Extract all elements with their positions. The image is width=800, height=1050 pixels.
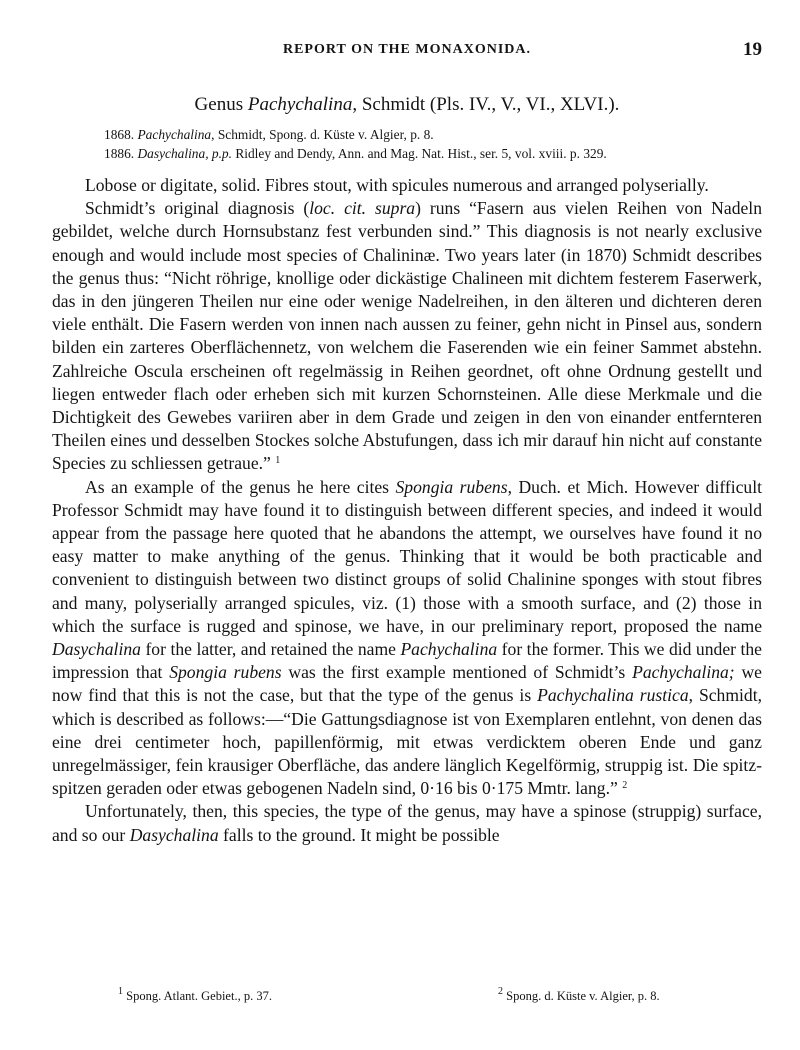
synonymy-entry: 1868. Pachychalina, Schmidt, Spong. d. Küste v. Algier, p. 8. [104, 127, 434, 142]
genus-heading: Genus Pachychalina, Schmidt (Pls. IV., V., VI., XLVI.). [194, 94, 620, 115]
footnote-ref: 2 [622, 780, 628, 792]
page [52, 39, 762, 1003]
paragraph-schmidt-diagnosis: Schmidt’s original diagnosis (loc. cit. supra) runs “Fasern aus vielen Reihen von Nadeln gebildet, welche durch Hornsubstanz fest verbunden sind.” This diagnosis is not nearly exclusive enough and would include most species of Chalininæ. Two years later (in 1870) Schmidt describes the genus thus: “Nicht röhrige, knollige oder dickästige Chalineen mit dichtem festerem Faserwerk, das in den jüngeren Theilen nur eine oder wenige Nadelreihen, in den älteren und dichteren deren viele enthält. Die Fasern werden von innen nach aussen zu feiner, gehn nicht in Pinsel aus, sondern bilden ein zarteres Oberflächennetz, von welchem die Faserenden wie ein feiner Sammet abstehn. Zahlreiche Oscula erscheinen oft regelmässig in Reihen geordnet, oft ohne Ordnung gestellt und liegen entweder flach oder erheben sich mit kurzen Schornsteinen. Alle diese Merkmale und die Dichtigkeit des Gewebes variiren aber in dem Grade und zeigen in den von einander entfernteren Theilen eines und desselben Stockes solche Abstufungen, dass ich mir darauf hin nicht auf constante Species zu schliessen getraue.” $^1$ [52, 198, 762, 474]
page-number: 19 [743, 39, 762, 60]
synonymy-list [52, 125, 762, 163]
running-header [52, 39, 762, 66]
footnote-2: $^2$ Spong. d. Küste v. Algier, p. 8. [498, 986, 660, 1003]
body-text [52, 174, 762, 847]
footnote-1: $^1$ Spong. Atlant. Gebiet., p. 37. [118, 986, 272, 1003]
synonymy-entry: 1886. Dasychalina, p.p. Ridley and Dendy, Ann. and Mag. Nat. Hist., ser. 5, vol. xviii. p. 329. [104, 146, 607, 161]
running-title: REPORT ON THE MONAXONIDA. [282, 42, 531, 57]
genus-name: Pachychalina [247, 94, 353, 115]
paragraph-conclusion: Unfortunately, then, this species, the type of the genus, may have a spinose (struppig) surface, and so our Dasychalina falls to the ground. It might be possible [52, 801, 762, 845]
footnote-ref: 1 [275, 455, 281, 467]
paragraph-diagnosis: Lobose or digitate, solid. Fibres stout, with spicules numerous and arranged polyserially. [85, 175, 709, 195]
paragraph-type-discussion: As an example of the genus he here cites Spongia rubens, Duch. et Mich. However difficult Professor Schmidt may have found it to distinguish between different species, and indeed it would appear from the passage here quoted that he abandons the attempt, we ourselves have found it no easy matter to make anything of the genus. Thinking that it would be both practicable and convenient to distinguish between two distinct groups of solid Chalinine sponges with stout fibres and many, polyserially arranged spicules, viz. (1) those with a smooth surface, and (2) those in which the surface is rugged and spinose, we have, in our preliminary report, proposed the name Dasychalina for the latter, and retained the name Pachychalina for the former. This we did under the impression that Spongia rubens was the first example mentioned of Schmidt’s Pachychalina; we now find that this is not the case, but that the type of the genus is Pachychalina rustica, Schmidt, which is described as follows:—“Die Gattungsdiagnose ist von Exemplaren entlehnt, von denen das eine drei centimeter hoch, papillenförmig, mit etwas verdicktem oberen Ende und ganz unregelmässiger, fein krausiger Oberfläche, das andere länglich Kegelförmig, struppig ist. Die spitz-spitzen geraden oder etwas gebogenen Nadeln sind, 0·16 bis 0·175 Mmtr. lang.” $^2$ [52, 476, 762, 799]
